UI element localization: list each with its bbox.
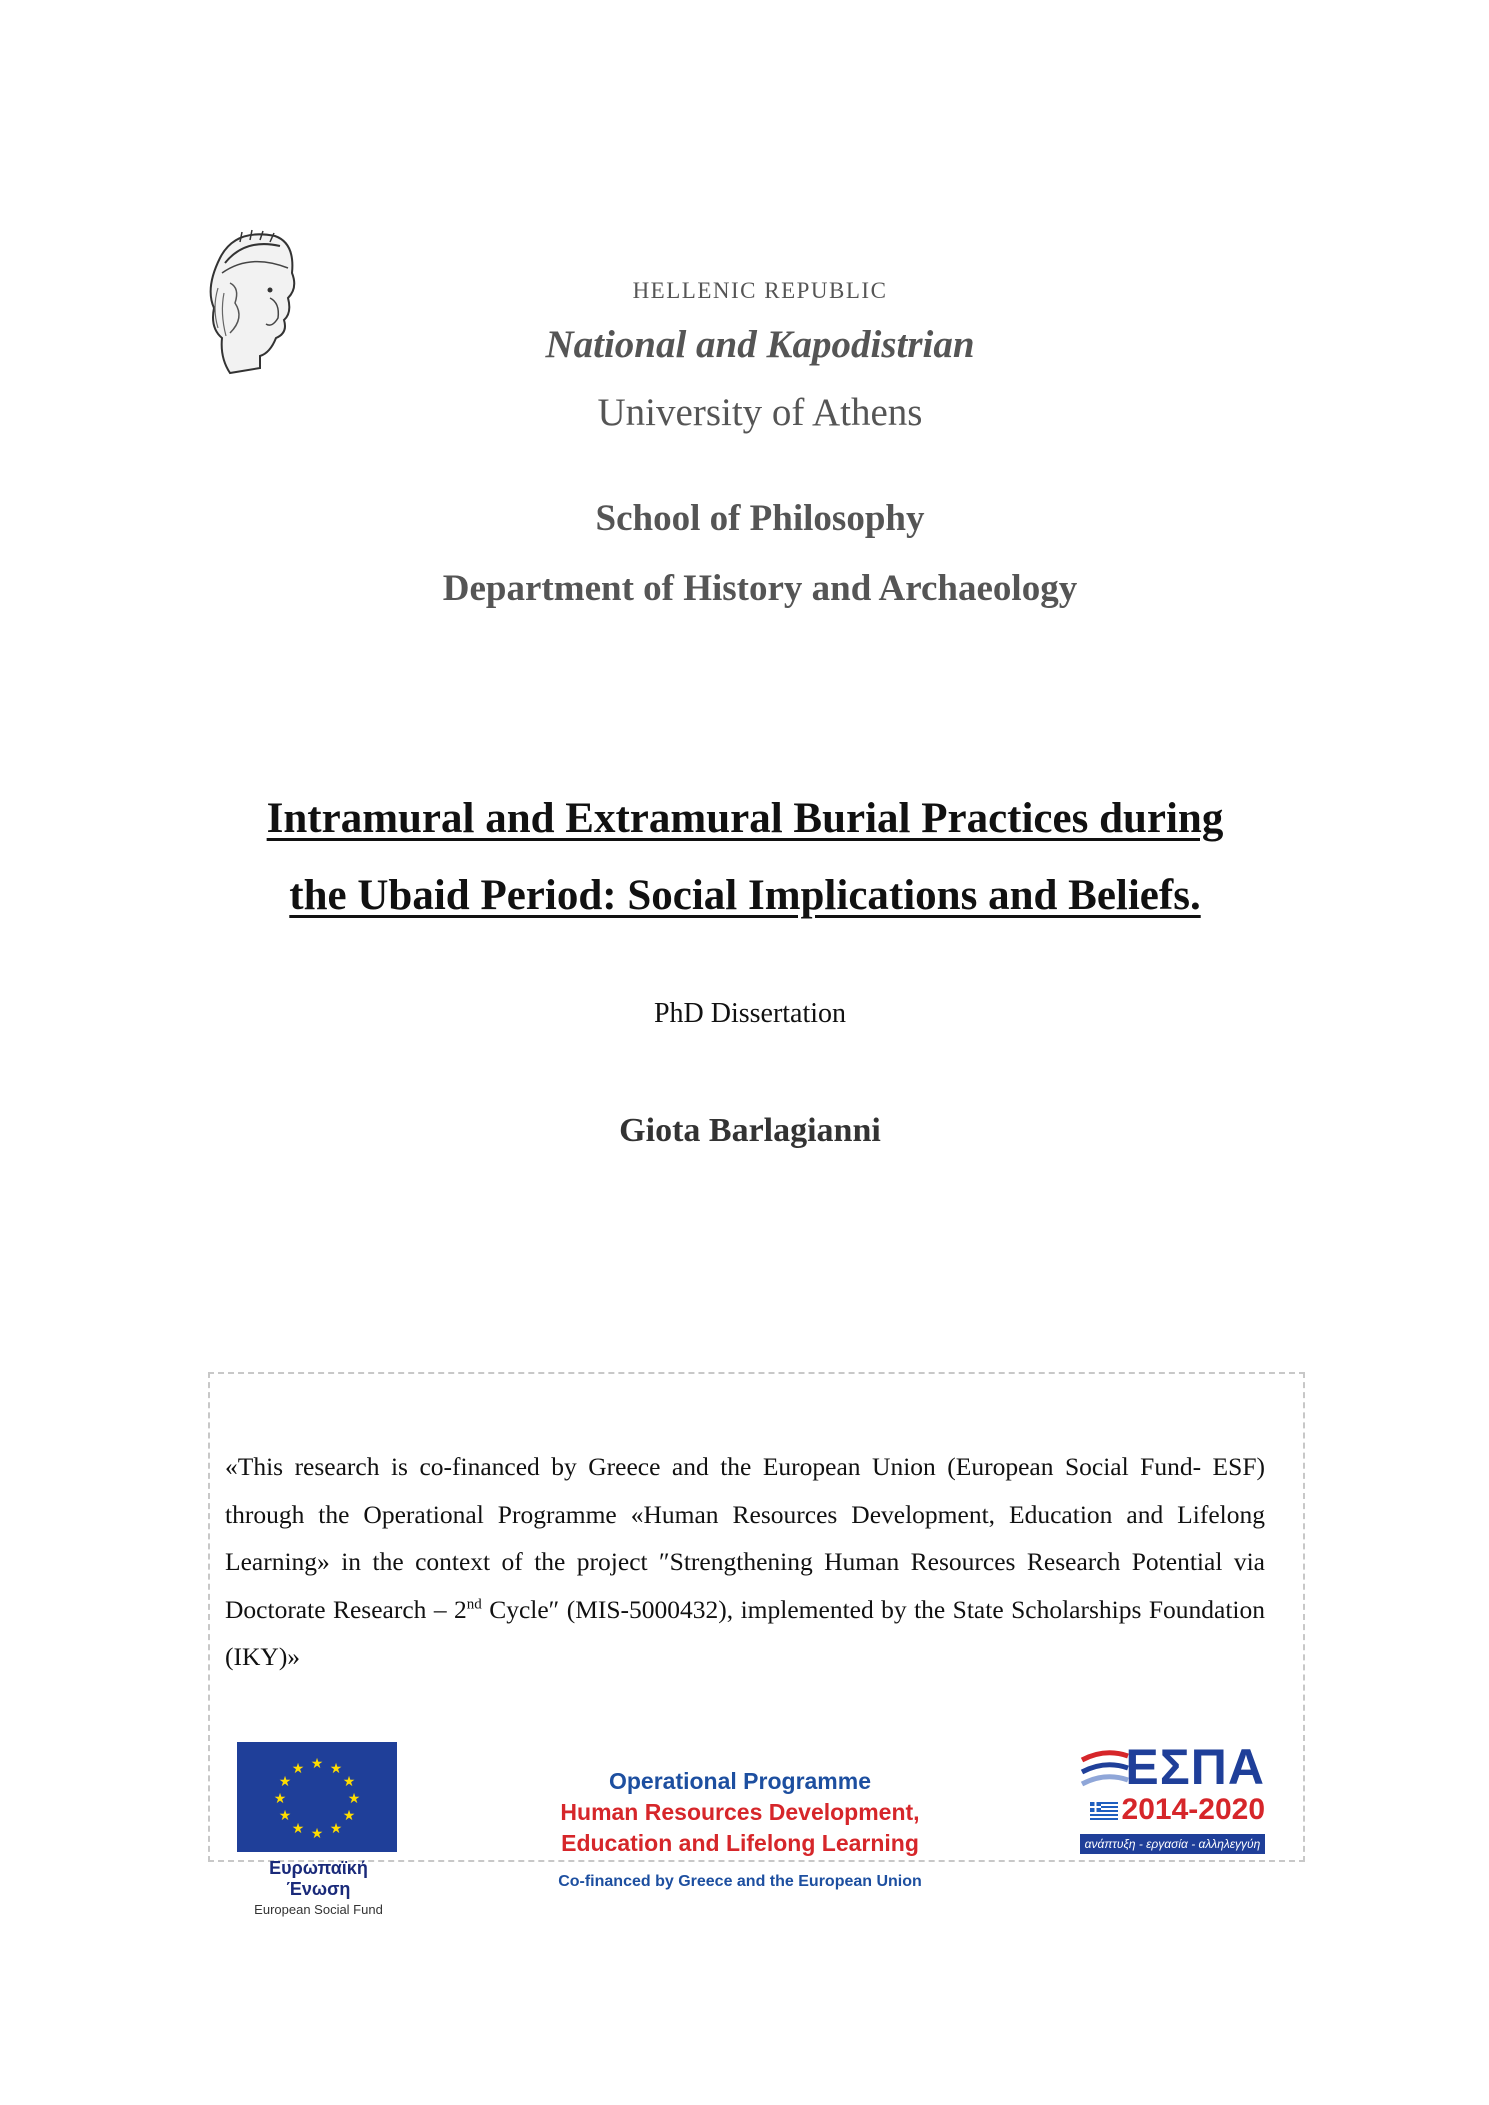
op-line1: Operational Programme [608,1768,872,1794]
funding-statement [225,1443,1265,1681]
operational-programme-logo [540,1766,940,1891]
eu-caption-english: European Social Fund [254,1902,383,1917]
republic-label: HELLENIC REPUBLIC [632,278,888,303]
svg-text:★: ★ [278,1808,292,1824]
espa-swoosh-icon [1080,1746,1130,1796]
greek-flag-icon [1090,1802,1118,1820]
eu-logo [237,1742,400,1917]
op-line3: Education and Lifelong Learning [561,1830,919,1856]
school-name: School of Philosophy [595,498,925,539]
espa-logo [1080,1739,1265,1854]
eu-caption-greek: Ευρωπαϊκή Ένωση [269,1858,368,1899]
svg-text:★: ★ [329,1761,343,1777]
department-name: Department of History and Archaeology [442,568,1078,609]
eu-flag-icon [237,1742,397,1852]
svg-text:★: ★ [310,1756,324,1772]
svg-text:★: ★ [329,1821,343,1837]
funding-text-part2: Cycle″ (MIS-5000432), implemented by the State Scholarships Foundation (IKY)» [225,1594,1265,1671]
dissertation-title [150,780,1340,934]
funding-text-part1: «This research is co-financed by Greece and the European Union (European Social Fund- ESF) through the Operational Programme «Human Resources Development, Education and Lifelong Learning» in the context of the project ″Strengthening Human Resources Research Potential via Doctorate Research – 2 [225,1452,1265,1624]
svg-text:★: ★ [347,1791,361,1807]
university-emblem-icon [200,228,305,378]
author-name: Giota Barlagianni [619,1112,881,1149]
espa-years-text: 2014-2020 [1121,1793,1265,1826]
espa-title: ΕΣΠΑ [1125,1739,1265,1795]
document-type: PhD Dissertation [653,998,847,1029]
op-line4: Co-financed by Greece and the European Union [558,1873,922,1890]
title-line1: Intramural and Extramural Burial Practices during [266,795,1224,842]
svg-text:★: ★ [278,1774,292,1790]
svg-text:★: ★ [310,1826,324,1842]
funding-superscript: nd [466,1596,482,1612]
svg-text:★: ★ [273,1791,287,1807]
espa-tagline: ανάπτυξη - εργασία - αλληλεγγύη [1080,1834,1265,1854]
espa-years [1080,1792,1265,1828]
svg-text:★: ★ [291,1821,305,1837]
svg-text:★: ★ [291,1761,305,1777]
svg-text:★: ★ [342,1774,356,1790]
university-name-line1: National and Kapodistrian [545,323,975,366]
title-line2: the Ubaid Period: Social Implications and Beliefs. [289,872,1201,919]
svg-text:★: ★ [342,1808,356,1824]
university-name-line2: University of Athens [597,391,923,434]
op-line2: Human Resources Development, [560,1799,920,1825]
